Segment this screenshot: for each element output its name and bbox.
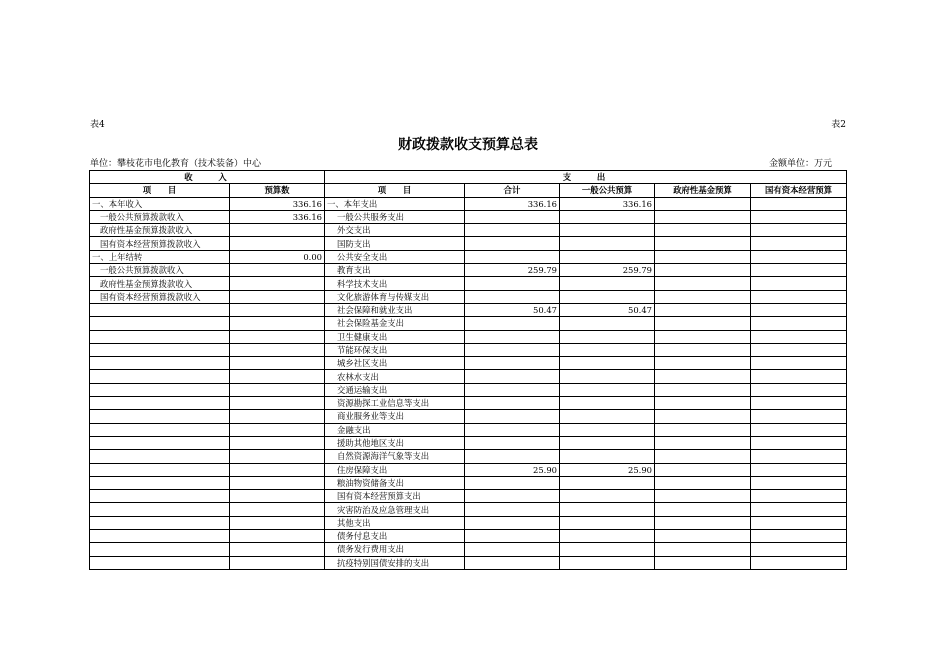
income-budget-cell <box>230 516 325 529</box>
state-capital-cell <box>751 530 847 543</box>
expense-item-cell: 节能环保支出 <box>325 343 465 356</box>
general-public-cell <box>560 530 655 543</box>
expense-item-cell: 金融支出 <box>325 423 465 436</box>
table-row <box>90 423 847 436</box>
expense-item-cell: 交通运输支出 <box>325 383 465 396</box>
expense-group-header: 支 出 <box>325 171 847 184</box>
total-cell <box>465 224 560 237</box>
total-cell: 50.47 <box>465 303 560 316</box>
expense-item-cell: 粮油物资储备支出 <box>325 476 465 489</box>
table-row <box>90 463 847 476</box>
income-item-cell <box>90 370 230 383</box>
expense-item-cell: 教育支出 <box>325 264 465 277</box>
gov-fund-cell <box>655 250 751 263</box>
gov-fund-cell <box>655 556 751 569</box>
table-row <box>90 370 847 383</box>
income-item-cell <box>90 476 230 489</box>
expense-item-cell: 国有资本经营预算支出 <box>325 490 465 503</box>
unit-label: 单位：攀枝花市电化教育（技术装备）中心 <box>90 159 262 169</box>
income-budget-cell <box>230 317 325 330</box>
income-item-cell <box>90 330 230 343</box>
income-item-cell <box>90 516 230 529</box>
general-public-cell <box>560 317 655 330</box>
table-row <box>90 330 847 343</box>
col-expense-item: 项 目 <box>325 184 465 197</box>
gov-fund-cell <box>655 423 751 436</box>
total-cell <box>465 450 560 463</box>
general-public-cell <box>560 210 655 223</box>
general-public-cell <box>560 343 655 356</box>
gov-fund-cell <box>655 290 751 303</box>
general-public-cell <box>560 224 655 237</box>
total-cell <box>465 330 560 343</box>
group-header-row <box>90 171 847 184</box>
table-row <box>90 503 847 516</box>
expense-item-cell: 社会保险基金支出 <box>325 317 465 330</box>
state-capital-cell <box>751 503 847 516</box>
total-cell <box>465 516 560 529</box>
total-cell <box>465 397 560 410</box>
total-cell <box>465 277 560 290</box>
total-cell <box>465 423 560 436</box>
income-budget-cell <box>230 530 325 543</box>
expense-item-cell: 外交支出 <box>325 224 465 237</box>
gov-fund-cell <box>655 343 751 356</box>
col-total: 合计 <box>465 184 560 197</box>
gov-fund-cell <box>655 503 751 516</box>
income-item-cell: 一、上年结转 <box>90 250 230 263</box>
income-budget-cell <box>230 357 325 370</box>
total-cell <box>465 250 560 263</box>
col-income-budget: 预算数 <box>230 184 325 197</box>
income-item-cell <box>90 397 230 410</box>
general-public-cell <box>560 436 655 449</box>
expense-item-cell: 公共安全支出 <box>325 250 465 263</box>
state-capital-cell <box>751 290 847 303</box>
income-budget-cell <box>230 343 325 356</box>
gov-fund-cell <box>655 370 751 383</box>
table-row <box>90 303 847 316</box>
total-cell <box>465 543 560 556</box>
column-header-row <box>90 184 847 197</box>
expense-item-cell: 住房保障支出 <box>325 463 465 476</box>
expense-item-cell: 债务付息支出 <box>325 530 465 543</box>
gov-fund-cell <box>655 210 751 223</box>
income-budget-cell: 0.00 <box>230 250 325 263</box>
expense-item-cell: 自然资源海洋气象等支出 <box>325 450 465 463</box>
general-public-cell <box>560 423 655 436</box>
general-public-cell <box>560 330 655 343</box>
col-state-capital-budget: 国有资本经营预算 <box>751 184 847 197</box>
table-row <box>90 516 847 529</box>
table-body <box>90 197 847 569</box>
general-public-cell <box>560 277 655 290</box>
state-capital-cell <box>751 317 847 330</box>
general-public-cell <box>560 397 655 410</box>
expense-item-cell: 一、本年支出 <box>325 197 465 210</box>
expense-item-cell: 商业服务业等支出 <box>325 410 465 423</box>
state-capital-cell <box>751 423 847 436</box>
expense-item-cell: 债务发行费用支出 <box>325 543 465 556</box>
total-cell <box>465 290 560 303</box>
gov-fund-cell <box>655 237 751 250</box>
total-cell <box>465 556 560 569</box>
income-budget-cell <box>230 237 325 250</box>
general-public-cell: 336.16 <box>560 197 655 210</box>
table-row <box>90 543 847 556</box>
income-item-cell <box>90 343 230 356</box>
income-item-cell <box>90 503 230 516</box>
table-row <box>90 237 847 250</box>
expense-item-cell: 农林水支出 <box>325 370 465 383</box>
general-public-cell <box>560 237 655 250</box>
expense-item-cell: 社会保障和就业支出 <box>325 303 465 316</box>
income-budget-cell <box>230 503 325 516</box>
state-capital-cell <box>751 370 847 383</box>
state-capital-cell <box>751 476 847 489</box>
income-budget-cell <box>230 556 325 569</box>
table-row <box>90 436 847 449</box>
state-capital-cell <box>751 237 847 250</box>
income-item-cell <box>90 357 230 370</box>
income-budget-cell <box>230 303 325 316</box>
income-group-header: 收 入 <box>90 171 325 184</box>
gov-fund-cell <box>655 197 751 210</box>
state-capital-cell <box>751 250 847 263</box>
state-capital-cell <box>751 436 847 449</box>
state-capital-cell <box>751 264 847 277</box>
total-cell <box>465 383 560 396</box>
general-public-cell <box>560 543 655 556</box>
state-capital-cell <box>751 210 847 223</box>
table-row <box>90 277 847 290</box>
gov-fund-cell <box>655 264 751 277</box>
income-budget-cell <box>230 224 325 237</box>
general-public-cell <box>560 516 655 529</box>
income-item-cell <box>90 436 230 449</box>
income-item-cell <box>90 423 230 436</box>
income-budget-cell <box>230 476 325 489</box>
total-cell <box>465 530 560 543</box>
income-item-cell: 政府性基金预算拨款收入 <box>90 224 230 237</box>
table-row <box>90 250 847 263</box>
general-public-cell: 259.79 <box>560 264 655 277</box>
col-gov-fund-budget: 政府性基金预算 <box>655 184 751 197</box>
income-budget-cell <box>230 397 325 410</box>
gov-fund-cell <box>655 530 751 543</box>
expense-item-cell: 国防支出 <box>325 237 465 250</box>
table-row <box>90 197 847 210</box>
gov-fund-cell <box>655 397 751 410</box>
general-public-cell <box>560 410 655 423</box>
general-public-cell <box>560 490 655 503</box>
gov-fund-cell <box>655 317 751 330</box>
income-item-cell <box>90 317 230 330</box>
income-item-cell <box>90 463 230 476</box>
total-cell <box>465 237 560 250</box>
income-budget-cell <box>230 463 325 476</box>
expense-item-cell: 文化旅游体育与传媒支出 <box>325 290 465 303</box>
expense-item-cell: 援助其他地区支出 <box>325 436 465 449</box>
total-cell <box>465 317 560 330</box>
income-budget-cell <box>230 410 325 423</box>
state-capital-cell <box>751 343 847 356</box>
total-cell <box>465 503 560 516</box>
gov-fund-cell <box>655 357 751 370</box>
table-row <box>90 383 847 396</box>
table-row <box>90 357 847 370</box>
table-row <box>90 290 847 303</box>
general-public-cell <box>560 503 655 516</box>
general-public-cell <box>560 383 655 396</box>
expense-item-cell: 灾害防治及应急管理支出 <box>325 503 465 516</box>
income-item-cell <box>90 450 230 463</box>
income-budget-cell: 336.16 <box>230 210 325 223</box>
expense-item-cell: 卫生健康支出 <box>325 330 465 343</box>
general-public-cell <box>560 476 655 489</box>
gov-fund-cell <box>655 383 751 396</box>
total-cell <box>465 370 560 383</box>
page-title: 财政拨款收支预算总表 <box>398 137 538 153</box>
col-income-item: 项 目 <box>90 184 230 197</box>
expense-item-cell: 城乡社区支出 <box>325 357 465 370</box>
expense-item-cell: 抗疫特别国债安排的支出 <box>325 556 465 569</box>
income-budget-cell <box>230 490 325 503</box>
table-row <box>90 317 847 330</box>
income-item-cell <box>90 410 230 423</box>
general-public-cell <box>560 370 655 383</box>
income-budget-cell <box>230 383 325 396</box>
gov-fund-cell <box>655 476 751 489</box>
income-item-cell <box>90 530 230 543</box>
table-row <box>90 476 847 489</box>
income-budget-cell <box>230 543 325 556</box>
total-cell <box>465 410 560 423</box>
income-budget-cell <box>230 290 325 303</box>
table-number-left: 表4 <box>90 120 105 130</box>
gov-fund-cell <box>655 330 751 343</box>
amount-unit-label: 金额单位：万元 <box>768 159 832 169</box>
state-capital-cell <box>751 556 847 569</box>
budget-table <box>89 170 847 570</box>
income-budget-cell <box>230 370 325 383</box>
expense-item-cell: 一般公共服务支出 <box>325 210 465 223</box>
table-row <box>90 410 847 423</box>
gov-fund-cell <box>655 516 751 529</box>
income-item-cell: 国有资本经营预算拨款收入 <box>90 290 230 303</box>
gov-fund-cell <box>655 436 751 449</box>
state-capital-cell <box>751 330 847 343</box>
income-budget-cell: 336.16 <box>230 197 325 210</box>
table-row <box>90 264 847 277</box>
gov-fund-cell <box>655 224 751 237</box>
state-capital-cell <box>751 197 847 210</box>
state-capital-cell <box>751 516 847 529</box>
total-cell: 336.16 <box>465 197 560 210</box>
gov-fund-cell <box>655 410 751 423</box>
state-capital-cell <box>751 224 847 237</box>
table-row <box>90 210 847 223</box>
state-capital-cell <box>751 383 847 396</box>
expense-item-cell: 其他支出 <box>325 516 465 529</box>
state-capital-cell <box>751 357 847 370</box>
expense-item-cell: 科学技术支出 <box>325 277 465 290</box>
general-public-cell <box>560 556 655 569</box>
col-general-public-budget: 一般公共预算 <box>560 184 655 197</box>
table-row <box>90 397 847 410</box>
table-row <box>90 224 847 237</box>
total-cell <box>465 210 560 223</box>
table-row <box>90 490 847 503</box>
table-row <box>90 530 847 543</box>
state-capital-cell <box>751 410 847 423</box>
state-capital-cell <box>751 277 847 290</box>
income-budget-cell <box>230 423 325 436</box>
general-public-cell <box>560 290 655 303</box>
gov-fund-cell <box>655 303 751 316</box>
total-cell <box>465 436 560 449</box>
income-budget-cell <box>230 450 325 463</box>
table-row <box>90 450 847 463</box>
total-cell: 25.90 <box>465 463 560 476</box>
state-capital-cell <box>751 490 847 503</box>
total-cell <box>465 357 560 370</box>
table-number-right: 表2 <box>831 120 846 130</box>
general-public-cell <box>560 357 655 370</box>
income-budget-cell <box>230 277 325 290</box>
income-item-cell <box>90 556 230 569</box>
gov-fund-cell <box>655 543 751 556</box>
table-row <box>90 556 847 569</box>
gov-fund-cell <box>655 463 751 476</box>
state-capital-cell <box>751 303 847 316</box>
gov-fund-cell <box>655 277 751 290</box>
expense-item-cell: 资源勘探工业信息等支出 <box>325 397 465 410</box>
state-capital-cell <box>751 450 847 463</box>
total-cell: 259.79 <box>465 264 560 277</box>
income-item-cell <box>90 490 230 503</box>
total-cell <box>465 343 560 356</box>
income-item-cell: 一般公共预算拨款收入 <box>90 210 230 223</box>
total-cell <box>465 490 560 503</box>
income-budget-cell <box>230 264 325 277</box>
income-budget-cell <box>230 436 325 449</box>
state-capital-cell <box>751 463 847 476</box>
income-item-cell: 政府性基金预算拨款收入 <box>90 277 230 290</box>
gov-fund-cell <box>655 450 751 463</box>
income-budget-cell <box>230 330 325 343</box>
income-item-cell <box>90 303 230 316</box>
gov-fund-cell <box>655 490 751 503</box>
state-capital-cell <box>751 397 847 410</box>
general-public-cell: 50.47 <box>560 303 655 316</box>
general-public-cell: 25.90 <box>560 463 655 476</box>
income-item-cell: 一般公共预算拨款收入 <box>90 264 230 277</box>
income-item-cell: 一、本年收入 <box>90 197 230 210</box>
income-item-cell <box>90 383 230 396</box>
state-capital-cell <box>751 543 847 556</box>
total-cell <box>465 476 560 489</box>
income-item-cell: 国有资本经营预算拨款收入 <box>90 237 230 250</box>
income-item-cell <box>90 543 230 556</box>
general-public-cell <box>560 450 655 463</box>
table-row <box>90 343 847 356</box>
general-public-cell <box>560 250 655 263</box>
